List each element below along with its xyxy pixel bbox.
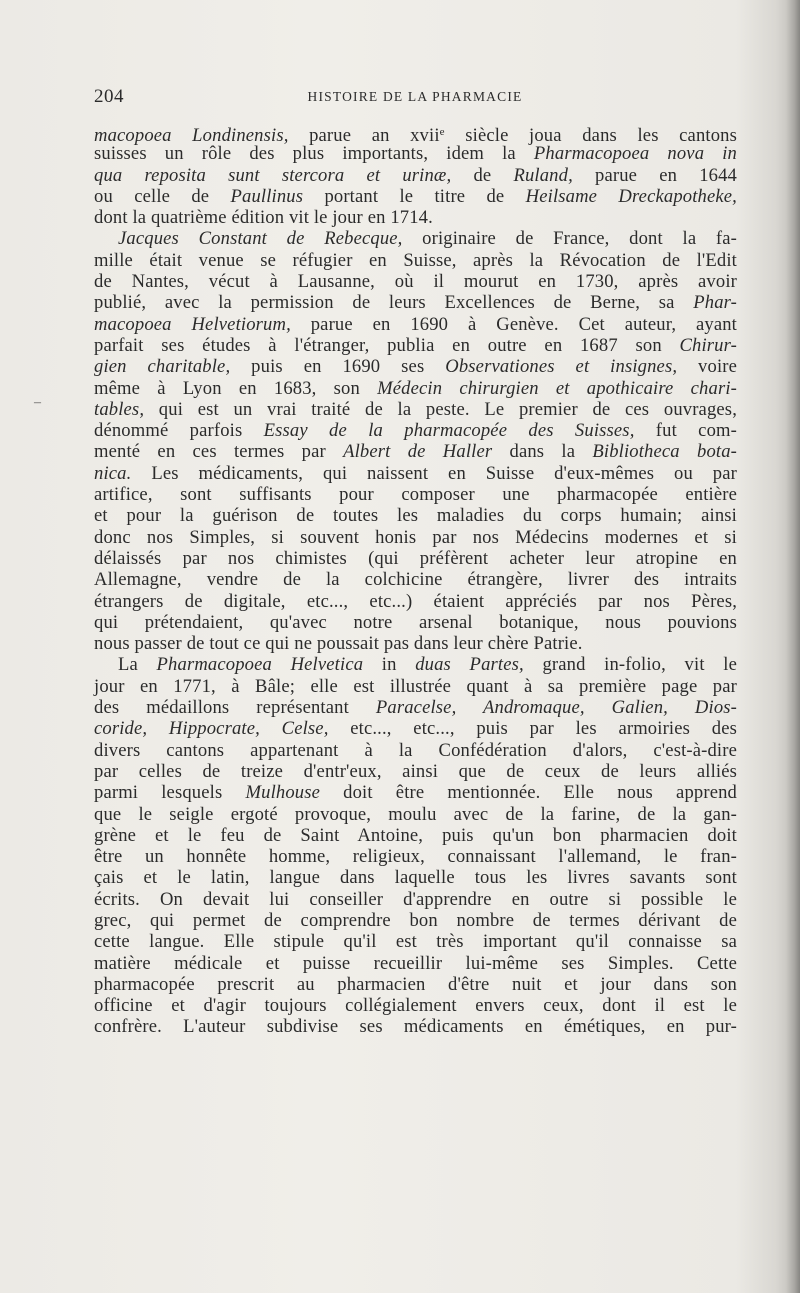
text-segment: puis en 1690 ses: [230, 356, 446, 378]
text-line: [94, 1016, 737, 1037]
text-line: [94, 292, 737, 313]
text-segment: grand in-folio, vit le: [523, 654, 737, 676]
margin-mark: –: [34, 395, 41, 410]
italic-text: Observationes et insignes,: [445, 356, 678, 378]
text-segment: qui est un vrai traité de la peste. Le premier de ces ouvrages,: [144, 398, 737, 420]
italic-text: Médecin chirurgien et apothicaire chari-: [377, 377, 737, 399]
text-segment: artifice, sont suffisants pour composer une pharmacopée entière: [94, 484, 737, 506]
text-segment: doit être mentionnée. Elle nous apprend: [320, 782, 737, 804]
text-line: [94, 484, 737, 505]
body-text: [94, 122, 737, 1038]
text-line: [94, 250, 737, 271]
text-segment: publié, avec la permission de leurs Excellences de Berne, sa: [94, 292, 694, 314]
text-segment: divers cantons appartenant à la Confédération d'alors, c'est-à-dire: [94, 739, 737, 761]
text-line: [94, 441, 737, 462]
text-segment: grène et le feu de Saint Antoine, puis qu'un bon pharmacien doit: [94, 824, 737, 846]
text-line: [94, 271, 737, 292]
text-segment: officine et d'agir toujours collégialement envers ceux, dont il est le: [94, 995, 737, 1017]
text-segment: in: [363, 654, 416, 676]
italic-text: Essay de la pharmacopée des Suisses,: [263, 420, 635, 442]
italic-text: Albert de Haller: [343, 441, 493, 463]
text-segment: des médaillons représentant: [94, 697, 376, 719]
text-segment: mille était venue se réfugier en Suisse, après la Révocation de l'Edit: [94, 249, 737, 271]
text-line: [94, 718, 737, 739]
text-line: [94, 505, 737, 526]
text-line: [94, 654, 737, 675]
text-segment: menté en ces termes par: [94, 441, 344, 463]
italic-text: macopoea Londinensis,: [94, 125, 289, 146]
text-segment: ou celle de: [94, 185, 231, 207]
text-segment: dont la quatrième édition vit le jour en 1714.: [94, 207, 433, 229]
text-segment: et pour la guérison de toutes les maladies du corps humain; ainsi: [94, 505, 737, 527]
text-line: [94, 399, 737, 420]
italic-text: coride, Hippocrate, Celse,: [94, 718, 329, 740]
text-line: [94, 740, 737, 761]
text-line: [94, 314, 737, 335]
text-segment: être un honnête homme, religieux, connaissant l'allemand, le fran-: [94, 846, 737, 868]
text-segment: portant le titre de: [303, 185, 526, 207]
text-segment: par celles de treize d'entr'eux, ainsi que de ceux de leurs alliés: [94, 760, 737, 782]
text-line: [94, 910, 737, 931]
text-line: [94, 207, 737, 228]
text-segment: écrits. On devait lui conseiller d'apprendre en outre si possible le: [94, 888, 737, 910]
text-line: [94, 804, 737, 825]
text-segment: confrère. L'auteur subdivise ses médicaments en émétiques, en pur-: [94, 1016, 737, 1038]
text-line: [94, 591, 737, 612]
italic-text: duas Partes,: [415, 654, 524, 676]
italic-text: nica.: [94, 462, 132, 484]
text-segment: parue en 1644: [572, 164, 737, 186]
text-segment: grec, qui permet de comprendre bon nombre de termes dérivant de: [94, 909, 737, 931]
page-number: 204: [94, 86, 124, 107]
text-segment: La: [118, 654, 157, 676]
italic-text: tables,: [94, 398, 145, 420]
text-segment: voire: [677, 356, 738, 378]
text-line: [94, 463, 737, 484]
page-header: [94, 86, 736, 110]
text-segment: suisses un rôle des plus importants, idem la: [94, 143, 534, 165]
text-segment: parmi lesquels: [94, 782, 246, 804]
italic-text: gien charitable,: [94, 356, 231, 378]
text-segment: de: [451, 164, 514, 186]
text-line: [94, 186, 737, 207]
italic-text: Mulhouse: [245, 782, 321, 804]
text-line: [94, 165, 737, 186]
text-line: [94, 228, 737, 249]
text-line: [94, 335, 737, 356]
text-segment: etc..., etc..., puis par les armoiries des: [328, 718, 737, 740]
text-line: [94, 761, 737, 782]
text-segment: siècle joua dans les cantons: [444, 125, 737, 146]
italic-text: macopoea Helvetiorum,: [94, 313, 291, 335]
text-line: [94, 995, 737, 1016]
text-segment: matière médicale et puisse recueillir lui-même ses Simples. Cette: [94, 952, 737, 974]
text-segment: Allemagne, vendre de la colchicine étrangère, livrer des intraits: [94, 569, 737, 591]
text-line: [94, 378, 737, 399]
text-line: [94, 953, 737, 974]
page-edge-shadow: [786, 0, 800, 1293]
text-segment: pharmacopée prescrit au pharmacien d'être nuit et jour dans son: [94, 973, 737, 995]
text-segment: étrangers de digitale, etc..., etc...) étaient appréciés par nos Pères,: [94, 590, 737, 612]
text-segment: même à Lyon en 1683, son: [94, 377, 378, 399]
text-segment: dénommé parfois: [94, 420, 264, 442]
text-segment: parfait ses études à l'étranger, publia en outre en 1687 son: [94, 334, 680, 356]
text-segment: parue an xvii: [288, 125, 440, 146]
text-line: [94, 931, 737, 952]
text-line: [94, 143, 737, 164]
text-line: [94, 782, 737, 803]
text-segment: jour en 1771, à Bâle; elle est illustrée quant à sa première page par: [94, 675, 737, 697]
text-segment: délaissés par nos chimistes (qui préfèrent acheter leur atropine en: [94, 547, 737, 569]
italic-text: qua reposita sunt stercora et urinæ,: [94, 164, 452, 186]
italic-text: Jacques Constant de Rebecque,: [118, 228, 403, 250]
text-line: [94, 825, 737, 846]
italic-text: Paracelse, Andromaque, Galien, Dios-: [375, 697, 737, 719]
text-segment: çais et le latin, langue dans laquelle tous les livres savants sont: [94, 867, 737, 889]
italic-text: Chirur-: [679, 334, 737, 356]
italic-text: Pharmacopoea nova in: [533, 143, 737, 165]
running-title: HISTOIRE DE LA PHARMACIE: [307, 89, 523, 104]
italic-text: Bibliotheca bota-: [592, 441, 737, 463]
italic-text: Pharmacopoea Helvetica: [156, 654, 364, 676]
text-line: [94, 612, 737, 633]
italic-text: Paullinus: [230, 185, 304, 207]
text-segment: cette langue. Elle stipule qu'il est très important qu'il connaisse sa: [94, 931, 737, 953]
text-segment: originaire de France, dont la fa-: [402, 228, 738, 250]
text-segment: dans la: [492, 441, 593, 463]
text-line: [94, 889, 737, 910]
text-line: [94, 527, 737, 548]
text-line: [94, 697, 737, 718]
italic-text: Ruland,: [513, 164, 573, 186]
text-line: [94, 974, 737, 995]
text-segment: nous passer de tout ce qui ne poussait pas dans leur chère Patrie.: [94, 633, 583, 655]
text-line: [94, 420, 737, 441]
text-segment: parue en 1690 à Genève. Cet auteur, ayant: [290, 313, 737, 335]
text-line: [94, 122, 737, 146]
italic-text: Phar-: [693, 292, 737, 314]
superscript-text: e: [439, 126, 445, 138]
italic-text: Heilsame Dreckapotheke,: [525, 185, 737, 207]
text-segment: qui prétendaient, qu'avec notre arsenal botanique, nous pouvions: [94, 611, 737, 633]
text-segment: Les médicaments, qui naissent en Suisse d'eux-mêmes ou par: [131, 462, 737, 484]
text-line: [94, 356, 737, 377]
text-segment: de Nantes, vécut à Lausanne, où il mourut en 1730, après avoir: [94, 271, 737, 293]
text-line: [94, 569, 737, 590]
text-line: [94, 867, 737, 888]
text-line: [94, 633, 737, 654]
text-line: [94, 676, 737, 697]
text-segment: donc nos Simples, si souvent honis par nos Médecins modernes et si: [94, 526, 737, 548]
text-line: [94, 846, 737, 867]
text-segment: fut com-: [634, 420, 737, 442]
text-line: [94, 548, 737, 569]
text-segment: que le seigle ergoté provoque, moulu avec de la farine, de la gan-: [94, 803, 737, 825]
